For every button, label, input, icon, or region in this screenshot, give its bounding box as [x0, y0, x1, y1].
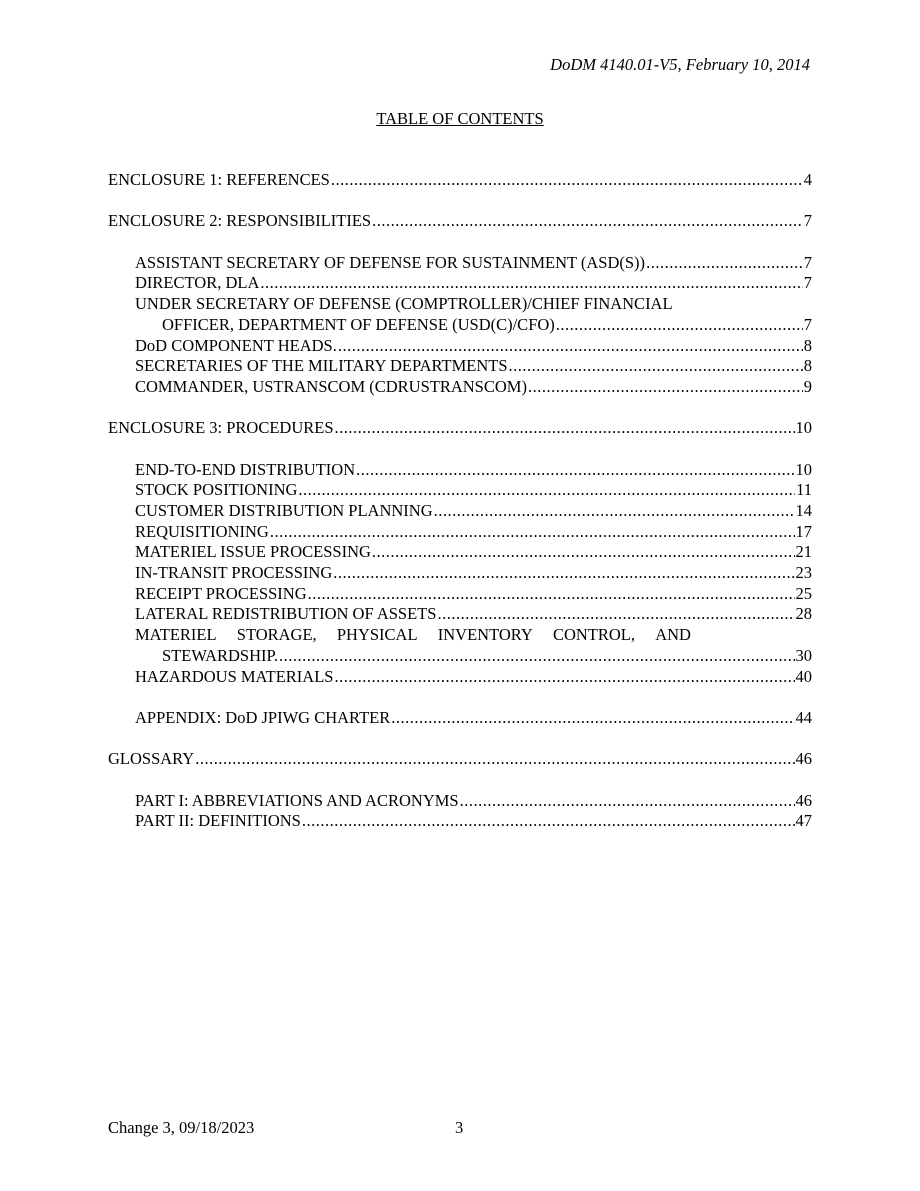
toc-label: DIRECTOR, DLA: [135, 273, 260, 293]
toc-leader: [333, 563, 794, 584]
toc-page: 46: [795, 749, 812, 769]
toc-page: 21: [795, 542, 812, 562]
toc-label: STEWARDSHIP.: [162, 645, 278, 665]
toc-label: APPENDIX: DoD JPIWG CHARTER: [135, 707, 391, 727]
toc-page: 7: [803, 314, 812, 334]
toc-entry-requisitioning[interactable]: [108, 522, 812, 543]
toc-leader: [556, 315, 803, 336]
toc-page: 28: [795, 604, 812, 624]
toc-page: 11: [796, 480, 812, 500]
toc-page: 9: [803, 376, 812, 396]
toc-entry-lateral-redistribution[interactable]: [108, 604, 812, 625]
toc-label: DoD COMPONENT HEADS.: [135, 335, 337, 355]
toc-label: SECRETARIES OF THE MILITARY DEPARTMENTS: [135, 356, 508, 376]
toc-page: 23: [795, 563, 812, 583]
toc-label: CUSTOMER DISTRIBUTION PLANNING: [135, 501, 433, 520]
toc-label: PART I: ABBREVIATIONS AND ACRONYMS: [135, 790, 459, 810]
toc-leader: [279, 646, 795, 667]
toc-leader: [356, 460, 794, 481]
toc-word: MATERIEL: [135, 625, 217, 645]
toc-label: ENCLOSURE 1: REFERENCES: [108, 170, 330, 189]
toc-leader: [509, 356, 803, 377]
toc-word: STORAGE,: [236, 625, 317, 645]
toc-leader: [460, 791, 795, 812]
toc-leader: [302, 811, 795, 832]
toc-label: ENCLOSURE 3: PROCEDURES: [108, 418, 334, 438]
toc-page: 17: [795, 521, 812, 541]
toc-page: 46: [795, 790, 812, 810]
toc-entry-appendix[interactable]: [108, 708, 812, 729]
toc-leader: [437, 604, 794, 625]
toc-entry-stock-positioning[interactable]: [108, 480, 812, 501]
toc-leader: [308, 584, 795, 605]
toc-leader: [434, 501, 795, 522]
toc-entry-glossary-part-1[interactable]: [108, 791, 812, 812]
toc-label: STOCK POSITIONING: [135, 480, 298, 500]
document-header: DoDM 4140.01-V5, February 10, 2014: [550, 55, 810, 74]
toc-entry-glossary[interactable]: [108, 749, 812, 770]
toc-entry-asd[interactable]: [108, 253, 812, 274]
toc-page: 7: [803, 273, 812, 293]
toc-word: AND: [655, 625, 691, 645]
toc-entry-usd-line-2[interactable]: [108, 315, 812, 336]
toc-entry-enclosure-3[interactable]: [108, 418, 812, 439]
toc-label: HAZARDOUS MATERIALS: [135, 666, 334, 686]
toc-label: ASSISTANT SECRETARY OF DEFENSE FOR SUSTAINMENT (ASD(S)): [135, 252, 646, 272]
toc-entry-in-transit[interactable]: [108, 563, 812, 584]
toc-entry-end-to-end[interactable]: [108, 460, 812, 481]
toc-entry-enclosure-1[interactable]: [108, 170, 812, 191]
toc-page: 7: [803, 211, 812, 231]
toc-entry-usd-line-1[interactable]: [108, 294, 812, 315]
toc-label: COMMANDER, USTRANSCOM (CDRUSTRANSCOM): [135, 376, 527, 396]
toc-label: LATERAL REDISTRIBUTION OF ASSETS: [135, 604, 437, 624]
toc-leader: [646, 253, 803, 274]
toc-entry-customer-distribution[interactable]: [108, 501, 812, 522]
toc-entry-materiel-storage-line-1[interactable]: [108, 625, 812, 646]
toc-leader: [372, 542, 795, 563]
toc-label: PART II: DEFINITIONS: [135, 811, 301, 831]
toc-label: ENCLOSURE 2: RESPONSIBILITIES: [108, 211, 372, 231]
toc-label: REQUISITIONING: [135, 521, 269, 541]
toc-page: 14: [795, 501, 812, 520]
toc-page: 4: [803, 170, 812, 189]
toc-entry-materiel-issue[interactable]: [108, 542, 812, 563]
toc-entry-enclosure-2[interactable]: [108, 211, 812, 232]
toc-label: RECEIPT PROCESSING: [135, 583, 307, 603]
toc-leader: [270, 522, 795, 543]
toc-page: 25: [795, 583, 812, 603]
toc-word: CONTROL,: [552, 625, 636, 645]
toc-entry-dod-component-heads[interactable]: [108, 336, 812, 357]
toc-entry-receipt-processing[interactable]: [108, 584, 812, 605]
toc-page: 7: [803, 252, 812, 272]
toc-label: GLOSSARY: [108, 749, 195, 769]
toc-entry-hazardous-materials[interactable]: [108, 667, 812, 688]
toc-label: IN-TRANSIT PROCESSING: [135, 563, 333, 583]
toc-word: INVENTORY: [437, 625, 533, 645]
toc-leader: [195, 749, 794, 770]
toc-entry-materiel-storage-line-2[interactable]: [108, 646, 812, 667]
toc-page: 30: [795, 645, 812, 665]
toc-page: 47: [795, 811, 812, 831]
toc-word: PHYSICAL: [336, 625, 418, 645]
toc-leader: [528, 377, 803, 398]
toc-page: 8: [803, 356, 812, 376]
toc-leader: [391, 708, 794, 729]
toc-leader: [260, 273, 802, 294]
toc-label: UNDER SECRETARY OF DEFENSE (COMPTROLLER)/CHIEF FINANCIAL: [135, 294, 673, 314]
toc-label: MATERIEL ISSUE PROCESSING: [135, 542, 371, 562]
toc-page: 40: [795, 666, 812, 686]
toc-leader: [298, 480, 795, 501]
toc-label: OFFICER, DEPARTMENT OF DEFENSE (USD(C)/CFO): [162, 314, 555, 334]
toc-leader: [334, 667, 794, 688]
toc-entry-glossary-part-2[interactable]: [108, 811, 812, 832]
toc-label: END-TO-END DISTRIBUTION: [135, 459, 356, 479]
toc-entry-commander-ustranscom[interactable]: [108, 377, 812, 398]
toc-page: 10: [795, 418, 812, 438]
toc-label: [135, 625, 691, 646]
toc-page: 8: [803, 335, 812, 355]
toc-page: 10: [795, 459, 812, 479]
table-of-contents: [108, 170, 812, 832]
toc-leader: [338, 336, 803, 357]
toc-entry-secretaries[interactable]: [108, 356, 812, 377]
toc-page: 44: [795, 707, 812, 727]
toc-leader: [372, 211, 803, 232]
toc-leader: [335, 418, 795, 439]
toc-leader: [331, 170, 803, 191]
page-number: 3: [455, 1118, 464, 1137]
page-title: TABLE OF CONTENTS: [376, 109, 544, 128]
change-notice: Change 3, 09/18/2023: [108, 1118, 255, 1137]
toc-entry-director-dla[interactable]: [108, 273, 812, 294]
